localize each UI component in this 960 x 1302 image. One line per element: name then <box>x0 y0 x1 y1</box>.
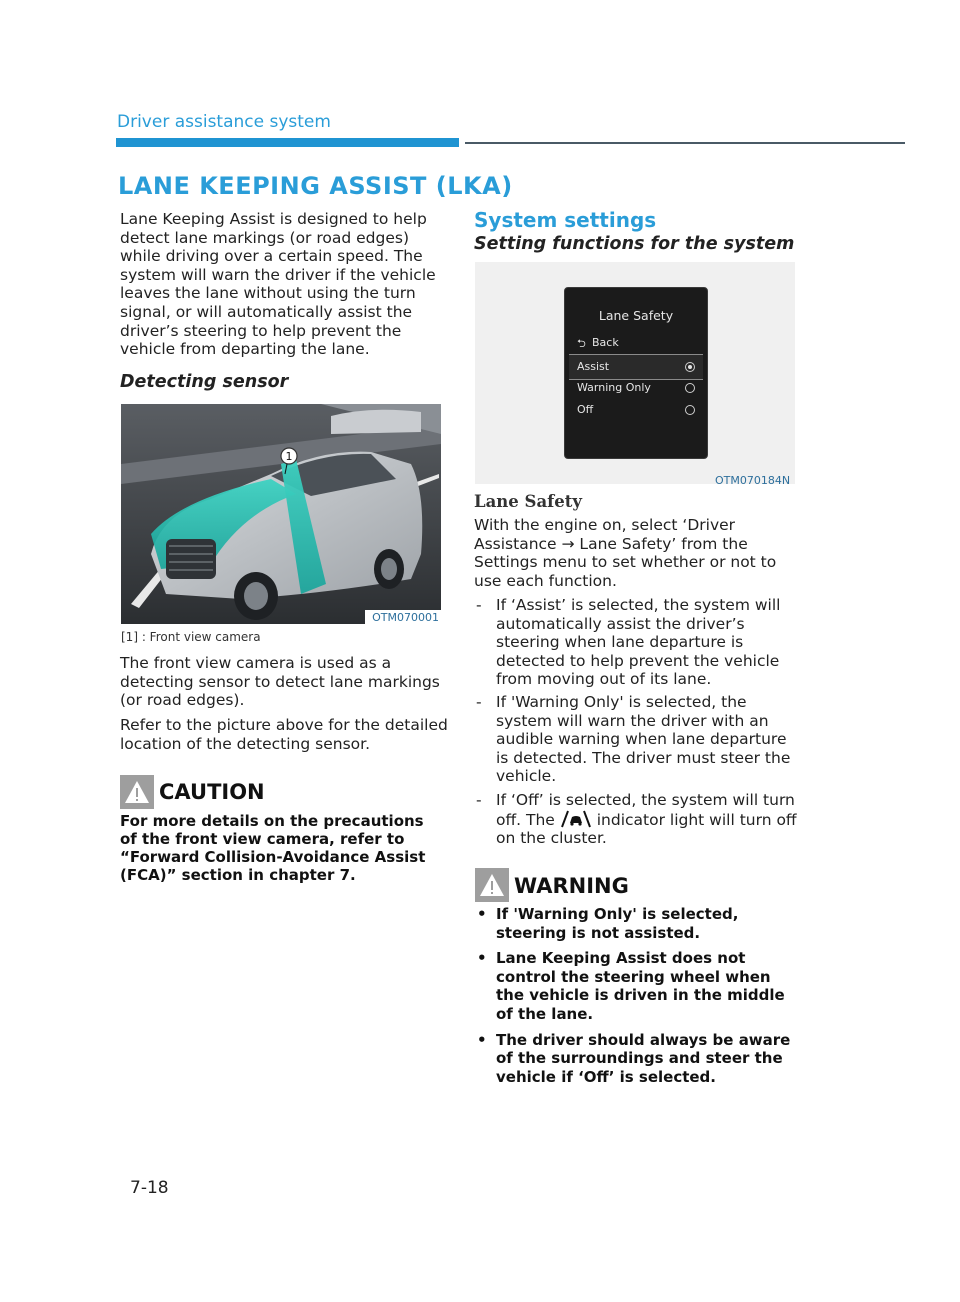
option-warning-only[interactable] <box>569 376 703 400</box>
list-item: - If ‘Off’ is selected, the system will turn off. The indicator light will turn off on the cluster. <box>476 791 797 848</box>
header-rule-blue <box>116 138 459 147</box>
radio-unselected-icon <box>685 405 695 415</box>
warning-bullets <box>474 905 794 1093</box>
option-label: Assist <box>577 360 610 373</box>
car-camera-illustration <box>121 404 441 624</box>
header-rule-gray <box>465 142 905 144</box>
radio-unselected-icon <box>685 383 695 393</box>
warning-bullet: • The driver should always be aware of the surroundings and steer the vehicle if ‘Off’ is selected. <box>474 1031 794 1087</box>
cluster-screen <box>564 287 708 459</box>
intro-paragraph: Lane Keeping Assist is designed to help detect lane markings (or road edges) while driving over a certain speed. The system will warn the driver if the vehicle leaves the lane without using the turn signal, or will automatically assist the driver’s steering to help prevent the vehicle from departing the lane. <box>120 210 436 359</box>
detecting-paragraph-2: Refer to the picture above for the detailed location of the detecting sensor. <box>120 716 448 753</box>
option-label: Off <box>577 403 594 416</box>
list-item: - If ‘Assist’ is selected, the system will automatically assist the driver’s steering when lane departure is detected to help prevent the vehicle from moving out of its lane. <box>476 596 781 689</box>
system-settings-heading: System settings <box>474 208 657 232</box>
setting-functions-heading: Setting functions for the system <box>474 234 795 254</box>
back-arrow-icon: ⮌ <box>577 337 586 350</box>
warning-title: WARNING <box>514 874 629 898</box>
detecting-paragraph-1: The front view camera is used as a detecting sensor to detect lane markings (or road edges). <box>120 654 440 710</box>
back-label: Back <box>592 336 619 349</box>
figure-code-2: OTM070184N <box>715 474 791 487</box>
screen-title: Lane Safety <box>598 308 674 323</box>
section-label: Driver assistance system <box>117 112 331 132</box>
lane-safety-paragraph: With the engine on, select ‘Driver Assistance → Lane Safety’ from the Settings menu to set whether or not to use each function. <box>474 516 777 590</box>
option-label: Warning Only <box>577 381 651 394</box>
caution-title: CAUTION <box>159 780 265 804</box>
warning-bullet: • If 'Warning Only' is selected, steering is not assisted. <box>474 905 794 942</box>
lane-departure-indicator-icon <box>560 810 592 828</box>
warning-bullet: • Lane Keeping Assist does not control the steering wheel when the vehicle is driven in the middle of the lane. <box>474 949 794 1023</box>
detecting-sensor-heading: Detecting sensor <box>120 372 289 392</box>
warning-triangle-icon <box>475 868 509 902</box>
figure-caption: [1] : Front view camera <box>121 630 261 644</box>
figure-code-1: OTM070001 <box>372 611 439 624</box>
radio-selected-icon <box>685 362 695 372</box>
page-number: 7-18 <box>130 1178 169 1198</box>
warning-triangle-icon <box>120 775 154 809</box>
page-title: LANE KEEPING ASSIST (LKA) <box>118 172 513 200</box>
lane-safety-heading: Lane Safety <box>474 492 582 511</box>
option-off[interactable] <box>569 398 703 422</box>
list-item: - If 'Warning Only' is selected, the system will warn the driver with an audible warning when lane departure is detected. The driver must steer the vehicle. <box>476 693 791 786</box>
caution-body: For more details on the precautions of the front view camera, refer to “Forward Collision-Avoidance Assist (FCA)” section in chapter 7. <box>120 812 426 884</box>
camera-callout-number: 1 <box>285 450 293 463</box>
